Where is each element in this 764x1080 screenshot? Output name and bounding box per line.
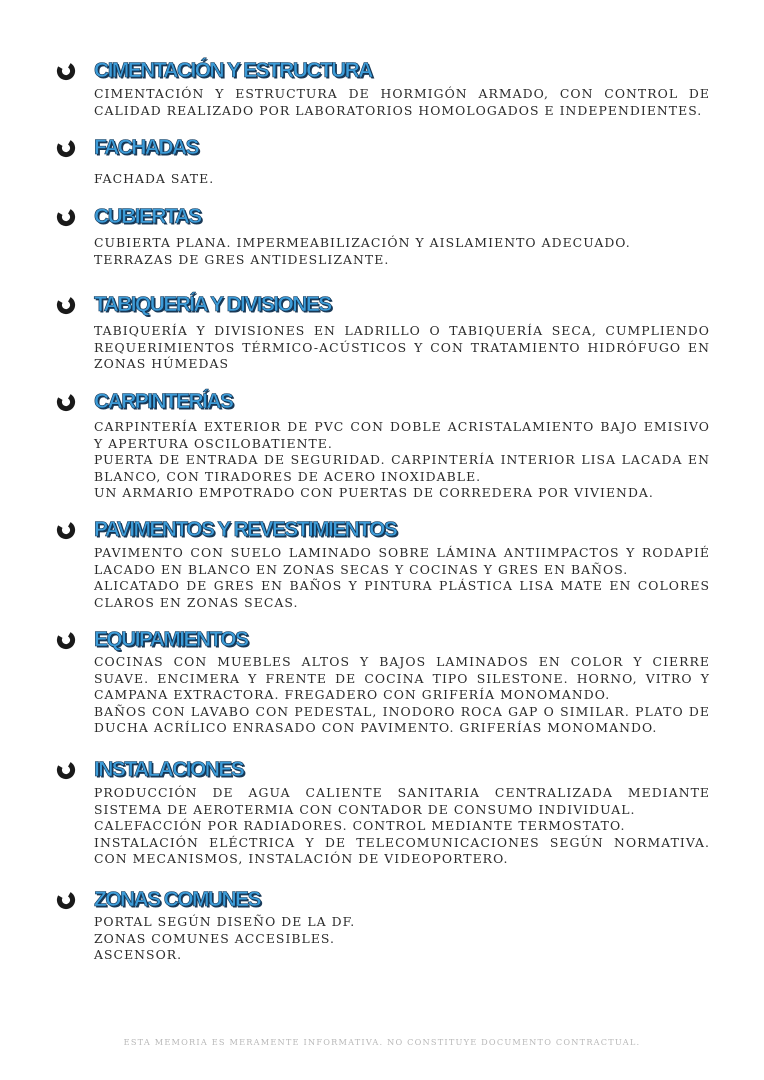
section-tabiqueria — [56, 293, 716, 373]
body-line: FACHADA SATE. — [94, 171, 215, 186]
body-line: CALEFACCIÓN POR RADIADORES. CONTROL MEDIANTE TERMOSTATO. — [94, 818, 626, 833]
section-body — [94, 171, 710, 188]
body-line: UN ARMARIO EMPOTRADO CON PUERTAS DE CORREDERA POR VIVIENDA. — [94, 485, 654, 500]
body-line: CIMENTACIÓN Y ESTRUCTURA DE HORMIGÓN ARMADO, CON CONTROL DE CALIDAD REALIZADO POR LABORATORIOS HOMOLOGADOS E INDEPENDIENTES. — [94, 86, 710, 118]
ring-bullet-icon — [56, 61, 76, 81]
section-header — [56, 205, 716, 229]
section-header — [56, 518, 716, 542]
body-line: ASCENSOR. — [94, 947, 183, 962]
section-body — [94, 86, 710, 119]
ring-bullet-icon — [56, 138, 76, 158]
ring-bullet-icon — [56, 207, 76, 227]
body-line: ZONAS COMUNES ACCESIBLES. — [94, 930, 336, 946]
section-header — [56, 59, 716, 83]
section-header — [56, 888, 716, 912]
section-fachadas — [56, 136, 716, 188]
section-header — [56, 390, 716, 414]
ring-bullet-icon — [56, 520, 76, 540]
section-body — [94, 654, 710, 737]
section-title: INSTALACIONES — [94, 758, 244, 781]
section-title: CARPINTERÍAS — [94, 390, 233, 413]
section-title: TABIQUERÍA Y DIVISIONES — [94, 293, 331, 316]
section-title: EQUIPAMIENTOS — [94, 628, 248, 651]
section-body — [94, 785, 710, 868]
section-header — [56, 758, 716, 782]
body-line: ALICATADO DE GRES EN BAÑOS Y PINTURA PLÁSTICA LISA MATE EN COLORES CLAROS EN ZONAS SECAS. — [94, 578, 710, 610]
ring-bullet-icon — [56, 392, 76, 412]
section-body — [94, 235, 710, 268]
section-cimentacion — [56, 59, 716, 119]
body-line: INSTALACIÓN ELÉCTRICA Y DE TELECOMUNICACIONES SEGÚN NORMATIVA. CON MECANISMOS, INSTALACIÓN DE VIDEOPORTERO. — [94, 834, 710, 866]
body-line: CUBIERTA PLANA. IMPERMEABILIZACIÓN Y AISLAMIENTO ADECUADO. — [94, 235, 631, 250]
section-equipamientos — [56, 628, 716, 737]
body-line: COCINAS CON MUEBLES ALTOS Y BAJOS LAMINADOS EN COLOR Y CIERRE SUAVE. ENCIMERA Y FRENTE DE COCINA TIPO SILESTONE. HORNO, VITRO Y CAMPANA EXTRACTORA. FREGADERO CON GRIFERÍA MONOMANDO. — [94, 654, 710, 702]
body-line: TERRAZAS DE GRES ANTIDESLIZANTE. — [94, 251, 390, 267]
section-instalaciones — [56, 758, 716, 868]
footer-disclaimer: ESTA MEMORIA ES MERAMENTE INFORMATIVA. NO CONSTITUYE DOCUMENTO CONTRACTUAL. — [123, 1037, 641, 1047]
section-title: ZONAS COMUNES — [94, 888, 260, 911]
ring-bullet-icon — [56, 295, 76, 315]
section-body — [94, 545, 710, 611]
body-line: BAÑOS CON LAVABO CON PEDESTAL, INODORO ROCA GAP O SIMILAR. PLATO DE DUCHA ACRÍLICO ENRASADO CON PAVIMENTO. GRIFERÍAS MONOMANDO. — [94, 703, 710, 735]
section-header — [56, 136, 716, 160]
section-body — [94, 419, 710, 502]
section-body — [94, 323, 710, 373]
section-header — [56, 293, 716, 317]
section-title: FACHADAS — [94, 136, 198, 159]
ring-bullet-icon — [56, 630, 76, 650]
section-title: CIMENTACIÓN Y ESTRUCTURA — [94, 59, 372, 82]
body-line: PORTAL SEGÚN DISEÑO DE LA DF. — [94, 914, 356, 929]
section-cubiertas — [56, 205, 716, 268]
section-carpinterias — [56, 390, 716, 502]
body-line: PUERTA DE ENTRADA DE SEGURIDAD. CARPINTERÍA INTERIOR LISA LACADA EN BLANCO, CON TIRADORES DE ACERO INOXIDABLE. — [94, 452, 710, 484]
section-title: CUBIERTAS — [94, 205, 201, 228]
section-pavimentos — [56, 518, 716, 611]
section-title: PAVIMENTOS Y REVESTIMIENTOS — [94, 518, 397, 541]
body-line: PAVIMENTO CON SUELO LAMINADO SOBRE LÁMINA ANTIIMPACTOS Y RODAPIÉ LACADO EN BLANCO EN ZONAS SECAS Y COCINAS Y GRES EN BAÑOS. — [94, 545, 710, 577]
body-line: CARPINTERÍA EXTERIOR DE PVC CON DOBLE ACRISTALAMIENTO BAJO EMISIVO Y APERTURA OSCILOBATIENTE. — [94, 419, 710, 451]
ring-bullet-icon — [56, 760, 76, 780]
ring-bullet-icon — [56, 890, 76, 910]
body-line: PRODUCCIÓN DE AGUA CALIENTE SANITARIA CENTRALIZADA MEDIANTE SISTEMA DE AEROTERMIA CON CONTADOR DE CONSUMO INDIVIDUAL. — [94, 785, 710, 817]
section-header — [56, 628, 716, 652]
section-zonas-comunes — [56, 888, 716, 964]
section-body — [94, 914, 710, 964]
body-line: TABIQUERÍA Y DIVISIONES EN LADRILLO O TABIQUERÍA SECA, CUMPLIENDO REQUERIMIENTOS TÉRMICO-ACÚSTICOS Y CON TRATAMIENTO HIDRÓFUGO EN ZONAS HÚMEDAS — [94, 323, 710, 371]
